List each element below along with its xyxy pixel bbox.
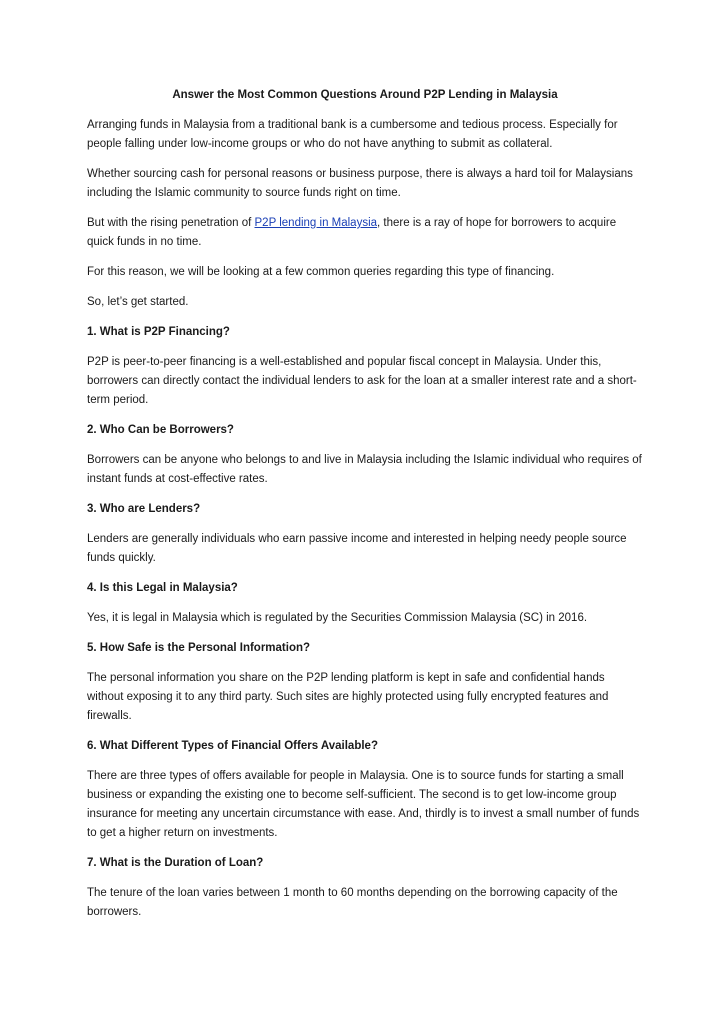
lead-in-paragraph-2: So, let’s get started. <box>87 296 189 308</box>
intro-paragraph-2: Whether sourcing cash for personal reasons or business purpose, there is always a hard toil for Malaysians including the Islamic community to source funds right on time. <box>87 168 633 199</box>
section-heading-1: 1. What is P2P Financing? <box>87 326 230 338</box>
document-body <box>87 86 643 933</box>
section-heading-3: 3. Who are Lenders? <box>87 503 201 515</box>
section-heading-5: 5. How Safe is the Personal Information? <box>87 642 311 654</box>
section-body-5: The personal information you share on the P2P lending platform is kept in safe and confidential hands without exposing it to any third party. Such sites are highly protected using fully encrypted features and firewalls. <box>87 672 609 722</box>
intro-paragraph-1: Arranging funds in Malaysia from a traditional bank is a cumbersome and tedious process. Especially for people falling under low-income groups or who do not have anything to submit as collateral. <box>87 119 618 150</box>
section-body-7: The tenure of the loan varies between 1 month to 60 months depending on the borrowing capacity of the borrowers. <box>87 887 618 918</box>
lead-in-paragraph-1: For this reason, we will be looking at a few common queries regarding this type of financing. <box>87 266 555 278</box>
p2p-lending-link[interactable]: P2P lending in Malaysia <box>254 217 378 229</box>
section-body-3: Lenders are generally individuals who earn passive income and interested in helping needy people source funds quickly. <box>87 533 627 564</box>
section-heading-7: 7. What is the Duration of Loan? <box>87 857 264 869</box>
link-paragraph <box>87 214 643 252</box>
section-body-2: Borrowers can be anyone who belongs to and live in Malaysia including the Islamic individual who requires of instant funds at cost-effective rates. <box>87 454 642 485</box>
section-body-6: There are three types of offers available for people in Malaysia. One is to source funds for starting a small business or expanding the existing one to become self-sufficient. The second is to get low-income group insurance for meeting any uncertain circumstance with ease. And, thirdly is to invest a small number of funds to get a higher return on investments. <box>87 770 640 839</box>
link-paragraph-before: But with the rising penetration of <box>87 217 255 229</box>
document-title: Answer the Most Common Questions Around P2P Lending in Malaysia <box>172 89 558 101</box>
section-body-4: Yes, it is legal in Malaysia which is regulated by the Securities Commission Malaysia (SC) in 2016. <box>87 612 588 624</box>
link-paragraph-after: , there is a ray of hope for borrowers to acquire quick funds in no time. <box>87 217 617 248</box>
section-heading-2: 2. Who Can be Borrowers? <box>87 424 234 436</box>
section-heading-6: 6. What Different Types of Financial Offers Available? <box>87 740 378 752</box>
section-heading-4: 4. Is this Legal in Malaysia? <box>87 582 238 594</box>
section-body-1: P2P is peer-to-peer financing is a well-established and popular fiscal concept in Malaysia. Under this, borrowers can directly contact the individual lenders to ask for the loan at a smaller interest rate and a short-term period. <box>87 356 637 406</box>
